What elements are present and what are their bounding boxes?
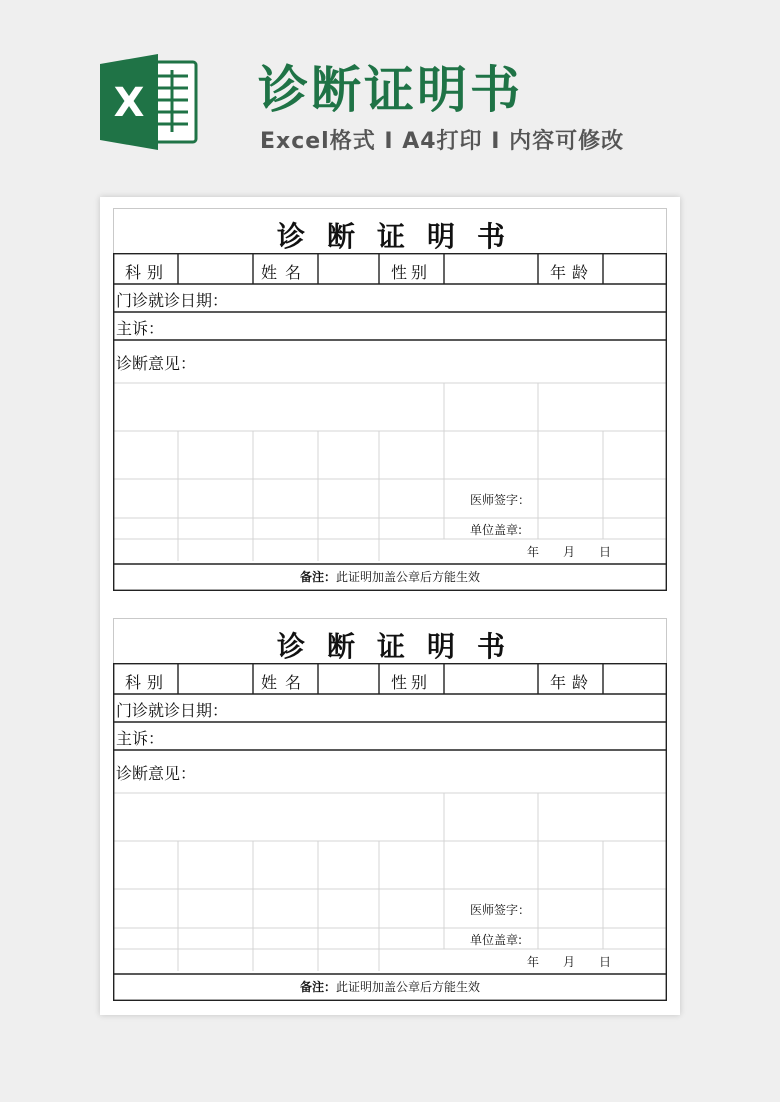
form-paper [100, 197, 680, 1015]
age-label: 年龄 [550, 263, 595, 282]
page-title: 诊断证明书 [258, 61, 523, 119]
day-label: 日 [599, 955, 612, 969]
visit-date-label: 门诊就诊日期： [116, 701, 229, 720]
day-label: 日 [599, 545, 612, 559]
unit-seal-label: 单位盖章: [470, 523, 523, 537]
complaint-label: 主诉： [116, 319, 165, 338]
complaint-label: 主诉： [116, 729, 165, 748]
visit-date-label: 门诊就诊日期： [116, 291, 229, 310]
remark-text: 此证明加盖公章后方能生效 [336, 570, 481, 584]
logo-letter: X [113, 80, 145, 126]
certificate-title-box [113, 208, 667, 253]
certificate-2 [113, 618, 667, 1003]
age-label: 年龄 [550, 673, 595, 692]
doctor-sign-label: 医师签字： [470, 493, 531, 507]
certificate-title: 诊断证明书 [276, 220, 527, 253]
remark-label: 备注： [299, 980, 336, 994]
page-header [0, 0, 780, 190]
name-label: 姓名 [261, 673, 310, 692]
diagnosis-label: 诊断意见： [116, 354, 197, 373]
certificate-1 [113, 208, 667, 593]
department-label: 科别 [125, 263, 170, 282]
doctor-sign-label: 医师签字： [470, 903, 531, 917]
month-label: 月 [563, 545, 576, 559]
gender-label: 性别 [391, 263, 432, 282]
excel-logo-icon [100, 54, 198, 150]
page-subtitle: Excel格式 I A4打印 I 内容可修改 [260, 129, 625, 154]
month-label: 月 [563, 955, 576, 969]
certificate-title: 诊断证明书 [276, 630, 527, 663]
year-label: 年 [527, 955, 540, 969]
unit-seal-label: 单位盖章: [470, 933, 523, 947]
certificate-title-box [113, 618, 667, 663]
diagnosis-label: 诊断意见： [116, 764, 197, 783]
remark-label: 备注： [299, 570, 336, 584]
remark-row [113, 568, 667, 585]
gender-label: 性别 [391, 673, 432, 692]
remark-text: 此证明加盖公章后方能生效 [336, 980, 481, 994]
name-label: 姓名 [261, 263, 310, 282]
year-label: 年 [527, 545, 540, 559]
department-label: 科别 [125, 673, 170, 692]
remark-row [113, 978, 667, 995]
